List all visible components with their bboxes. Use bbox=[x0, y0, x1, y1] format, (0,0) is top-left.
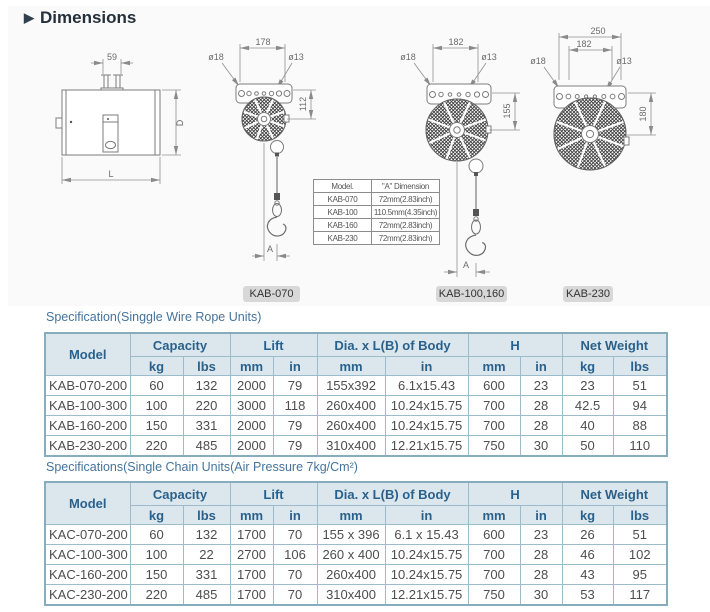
cell: 485 bbox=[183, 585, 230, 606]
cell: 88 bbox=[613, 416, 667, 436]
balancer-wheel bbox=[426, 99, 491, 161]
cell: 132 bbox=[183, 525, 230, 545]
cell: 10.24x15.75 bbox=[385, 565, 468, 585]
stop-ball bbox=[271, 141, 284, 154]
table-row bbox=[45, 436, 667, 457]
page-title-text: Dimensions bbox=[40, 8, 137, 27]
a-table-header-model: Model. bbox=[314, 180, 372, 193]
dim-label-178: 178 bbox=[255, 37, 271, 47]
unit-lbs: lbs bbox=[183, 357, 230, 376]
cell: 72mm(2.83inch) bbox=[372, 219, 440, 232]
cell: 260x400 bbox=[317, 396, 385, 416]
table-row bbox=[45, 525, 667, 545]
unit-lbs: lbs bbox=[613, 506, 667, 525]
stop-ball bbox=[469, 159, 483, 173]
table-row bbox=[314, 232, 440, 245]
hook-icon bbox=[466, 235, 486, 255]
table-row bbox=[45, 545, 667, 565]
unit-lbs: lbs bbox=[183, 506, 230, 525]
col-header-model: Model bbox=[45, 333, 130, 376]
swivel-icon bbox=[472, 220, 481, 234]
unit-in: in bbox=[385, 357, 468, 376]
dia-label-18: ø18 bbox=[530, 56, 546, 66]
unit-in: in bbox=[273, 506, 317, 525]
cell: 1700 bbox=[230, 565, 273, 585]
cell: 10.24x15.75 bbox=[385, 416, 468, 436]
col-header-h: H bbox=[468, 482, 562, 506]
cell: 23 bbox=[562, 376, 613, 396]
cell: 260x400 bbox=[317, 565, 385, 585]
cell: 600 bbox=[468, 525, 520, 545]
side-view-drawing bbox=[56, 52, 185, 184]
table-row bbox=[45, 376, 667, 396]
dim-label-180: 180 bbox=[638, 106, 648, 122]
unit-kg: kg bbox=[562, 506, 613, 525]
unit-in: in bbox=[385, 506, 468, 525]
table-row bbox=[314, 206, 440, 219]
col-header-lift: Lift bbox=[230, 482, 317, 506]
cell: 118 bbox=[273, 396, 317, 416]
cell: 110.5mm(4.35inch) bbox=[372, 206, 440, 219]
spec2-title: Specifications(Single Chain Units(Air Pressure 7kg/Cm²) bbox=[46, 460, 358, 474]
dim-label-112: 112 bbox=[298, 96, 308, 112]
cell: 1700 bbox=[230, 525, 273, 545]
chain-spec-table bbox=[44, 481, 668, 606]
wire-and-hook bbox=[267, 141, 286, 236]
dim-label-d: D bbox=[175, 119, 185, 127]
unit-in: in bbox=[520, 357, 562, 376]
cell: 331 bbox=[183, 416, 230, 436]
cell: 485 bbox=[183, 436, 230, 457]
cell: 28 bbox=[520, 545, 562, 565]
cell: 331 bbox=[183, 565, 230, 585]
cell: 10.24x15.75 bbox=[385, 545, 468, 565]
unit-mm: mm bbox=[230, 357, 273, 376]
cell: KAB-070 bbox=[314, 193, 372, 206]
cell: 95 bbox=[613, 565, 667, 585]
cell: KAB-160 bbox=[314, 219, 372, 232]
cell: 150 bbox=[130, 416, 183, 436]
table-subheader-row bbox=[45, 357, 667, 376]
unit-mm: mm bbox=[317, 357, 385, 376]
cell: 6.1 x 15.43 bbox=[385, 525, 468, 545]
drawing-label-kab-070: KAB-070 bbox=[243, 286, 300, 302]
wire-rope-spec-table bbox=[44, 332, 668, 457]
cell: 132 bbox=[183, 376, 230, 396]
cell: 79 bbox=[273, 416, 317, 436]
cell: KAC-160-200 bbox=[45, 565, 130, 585]
table-header-row bbox=[45, 333, 667, 357]
cell: 2000 bbox=[230, 436, 273, 457]
cell: 750 bbox=[468, 585, 520, 606]
cell: 46 bbox=[562, 545, 613, 565]
cell: 42.5 bbox=[562, 396, 613, 416]
dim-label-l: L bbox=[108, 169, 114, 179]
cell: 155 x 396 bbox=[317, 525, 385, 545]
cell: 106 bbox=[273, 545, 317, 565]
cell: 600 bbox=[468, 376, 520, 396]
cell: 10.24x15.75 bbox=[385, 396, 468, 416]
cell: 43 bbox=[562, 565, 613, 585]
col-header-model: Model bbox=[45, 482, 130, 525]
drawing-label-kab-100-160: KAB-100,160 bbox=[436, 286, 507, 302]
dim-label-155: 155 bbox=[502, 103, 512, 119]
cell: KAB-100-300 bbox=[45, 396, 130, 416]
unit-kg: kg bbox=[562, 357, 613, 376]
cell: 79 bbox=[273, 436, 317, 457]
cell: 220 bbox=[183, 396, 230, 416]
cell: KAC-070-200 bbox=[45, 525, 130, 545]
cell: 40 bbox=[562, 416, 613, 436]
cell: 110 bbox=[613, 436, 667, 457]
table-row bbox=[314, 193, 440, 206]
dia-label-13: ø13 bbox=[288, 52, 304, 62]
cell: 23 bbox=[520, 525, 562, 545]
unit-in: in bbox=[520, 506, 562, 525]
spec1-title: Specification(Singgle Wire Rope Units) bbox=[46, 310, 262, 324]
cell: 220 bbox=[130, 436, 183, 457]
dim-label-182: 182 bbox=[448, 37, 464, 47]
col-header-capacity: Capacity bbox=[130, 482, 230, 506]
cell: 2700 bbox=[230, 545, 273, 565]
cell: 12.21x15.75 bbox=[385, 436, 468, 457]
body-cylinder bbox=[56, 90, 160, 155]
cell: KAB-070-200 bbox=[45, 376, 130, 396]
table-row bbox=[45, 416, 667, 436]
cell: 700 bbox=[468, 545, 520, 565]
dia-label-13: ø13 bbox=[481, 52, 497, 62]
cell: 28 bbox=[520, 396, 562, 416]
cell: 12.21x15.75 bbox=[385, 585, 468, 606]
cell: 100 bbox=[130, 396, 183, 416]
cell: 28 bbox=[520, 416, 562, 436]
col-header-capacity: Capacity bbox=[130, 333, 230, 357]
unit-lbs: lbs bbox=[613, 357, 667, 376]
table-row bbox=[314, 180, 440, 193]
cell: 72mm(2.83inch) bbox=[372, 193, 440, 206]
cell: KAB-100 bbox=[314, 206, 372, 219]
balancer-wheel bbox=[242, 97, 289, 141]
cell: 22 bbox=[183, 545, 230, 565]
cell: 2000 bbox=[230, 416, 273, 436]
col-header-dia: Dia. x L(B) of Body bbox=[317, 333, 468, 357]
table-row bbox=[45, 565, 667, 585]
cell: 53 bbox=[562, 585, 613, 606]
col-header-h: H bbox=[468, 333, 562, 357]
table-row bbox=[314, 219, 440, 232]
unit-kg: kg bbox=[130, 506, 183, 525]
balancer-wheel bbox=[554, 98, 629, 170]
hook-icon bbox=[267, 217, 286, 236]
a-dimension-table bbox=[313, 179, 440, 245]
dia-label-18: ø18 bbox=[208, 52, 224, 62]
cell: KAC-100-300 bbox=[45, 545, 130, 565]
dia-label-18: ø18 bbox=[400, 52, 416, 62]
table-row bbox=[45, 396, 667, 416]
unit-mm: mm bbox=[317, 506, 385, 525]
cell: 220 bbox=[130, 585, 183, 606]
cell: 60 bbox=[130, 525, 183, 545]
col-header-net-weight: Net Weight bbox=[562, 482, 667, 506]
cell: 260 x 400 bbox=[317, 545, 385, 565]
drawing-label-kab-230: KAB-230 bbox=[563, 286, 613, 302]
cell: 94 bbox=[613, 396, 667, 416]
col-header-net-weight: Net Weight bbox=[562, 333, 667, 357]
dim-label-250: 250 bbox=[590, 26, 606, 36]
table-header-row bbox=[45, 482, 667, 506]
cell: 150 bbox=[130, 565, 183, 585]
title-arrow-icon: ▶ bbox=[24, 10, 34, 25]
dim-label-a: A bbox=[266, 244, 274, 254]
cell: 100 bbox=[130, 545, 183, 565]
dimension-drawings bbox=[0, 26, 710, 308]
cell: 79 bbox=[273, 376, 317, 396]
cell: KAC-230-200 bbox=[45, 585, 130, 606]
col-header-lift: Lift bbox=[230, 333, 317, 357]
cell: 700 bbox=[468, 416, 520, 436]
a-table-header-dim: "A" Dimension bbox=[372, 180, 440, 193]
cell: 310x400 bbox=[317, 585, 385, 606]
cell: 30 bbox=[520, 436, 562, 457]
cell: 51 bbox=[613, 376, 667, 396]
cell: 70 bbox=[273, 565, 317, 585]
cell: 23 bbox=[520, 376, 562, 396]
cell: 70 bbox=[273, 525, 317, 545]
table-subheader-row bbox=[45, 506, 667, 525]
cell: 51 bbox=[613, 525, 667, 545]
unit-mm: mm bbox=[230, 506, 273, 525]
dim-label-59: 59 bbox=[106, 52, 118, 62]
cell: 26 bbox=[562, 525, 613, 545]
cell: 260x400 bbox=[317, 416, 385, 436]
cell: 28 bbox=[520, 565, 562, 585]
cell: 155x392 bbox=[317, 376, 385, 396]
cell: 60 bbox=[130, 376, 183, 396]
cell: 102 bbox=[613, 545, 667, 565]
page-title bbox=[24, 8, 136, 28]
unit-mm: mm bbox=[468, 506, 520, 525]
cell: 3000 bbox=[230, 396, 273, 416]
cell: KAB-160-200 bbox=[45, 416, 130, 436]
cell: 6.1x15.43 bbox=[385, 376, 468, 396]
dim-label-a: A bbox=[462, 260, 470, 270]
kab-070-drawing bbox=[208, 37, 316, 261]
cell: 700 bbox=[468, 565, 520, 585]
kab-230-drawing bbox=[530, 26, 656, 170]
cell: 750 bbox=[468, 436, 520, 457]
cell: 117 bbox=[613, 585, 667, 606]
cell: 700 bbox=[468, 396, 520, 416]
unit-in: in bbox=[273, 357, 317, 376]
cell: 1700 bbox=[230, 585, 273, 606]
wire-and-hook bbox=[466, 159, 486, 255]
dia-label-13: ø13 bbox=[616, 56, 632, 66]
cell: 30 bbox=[520, 585, 562, 606]
unit-mm: mm bbox=[468, 357, 520, 376]
cell: KAB-230 bbox=[314, 232, 372, 245]
unit-kg: kg bbox=[130, 357, 183, 376]
cell: KAB-230-200 bbox=[45, 436, 130, 457]
dim-label-182: 182 bbox=[576, 39, 592, 49]
cell: 70 bbox=[273, 585, 317, 606]
cell: 50 bbox=[562, 436, 613, 457]
col-header-dia: Dia. x L(B) of Body bbox=[317, 482, 468, 506]
cell: 2000 bbox=[230, 376, 273, 396]
table-row bbox=[45, 585, 667, 606]
cell: 310x400 bbox=[317, 436, 385, 457]
cell: 72mm(2.83inch) bbox=[372, 232, 440, 245]
